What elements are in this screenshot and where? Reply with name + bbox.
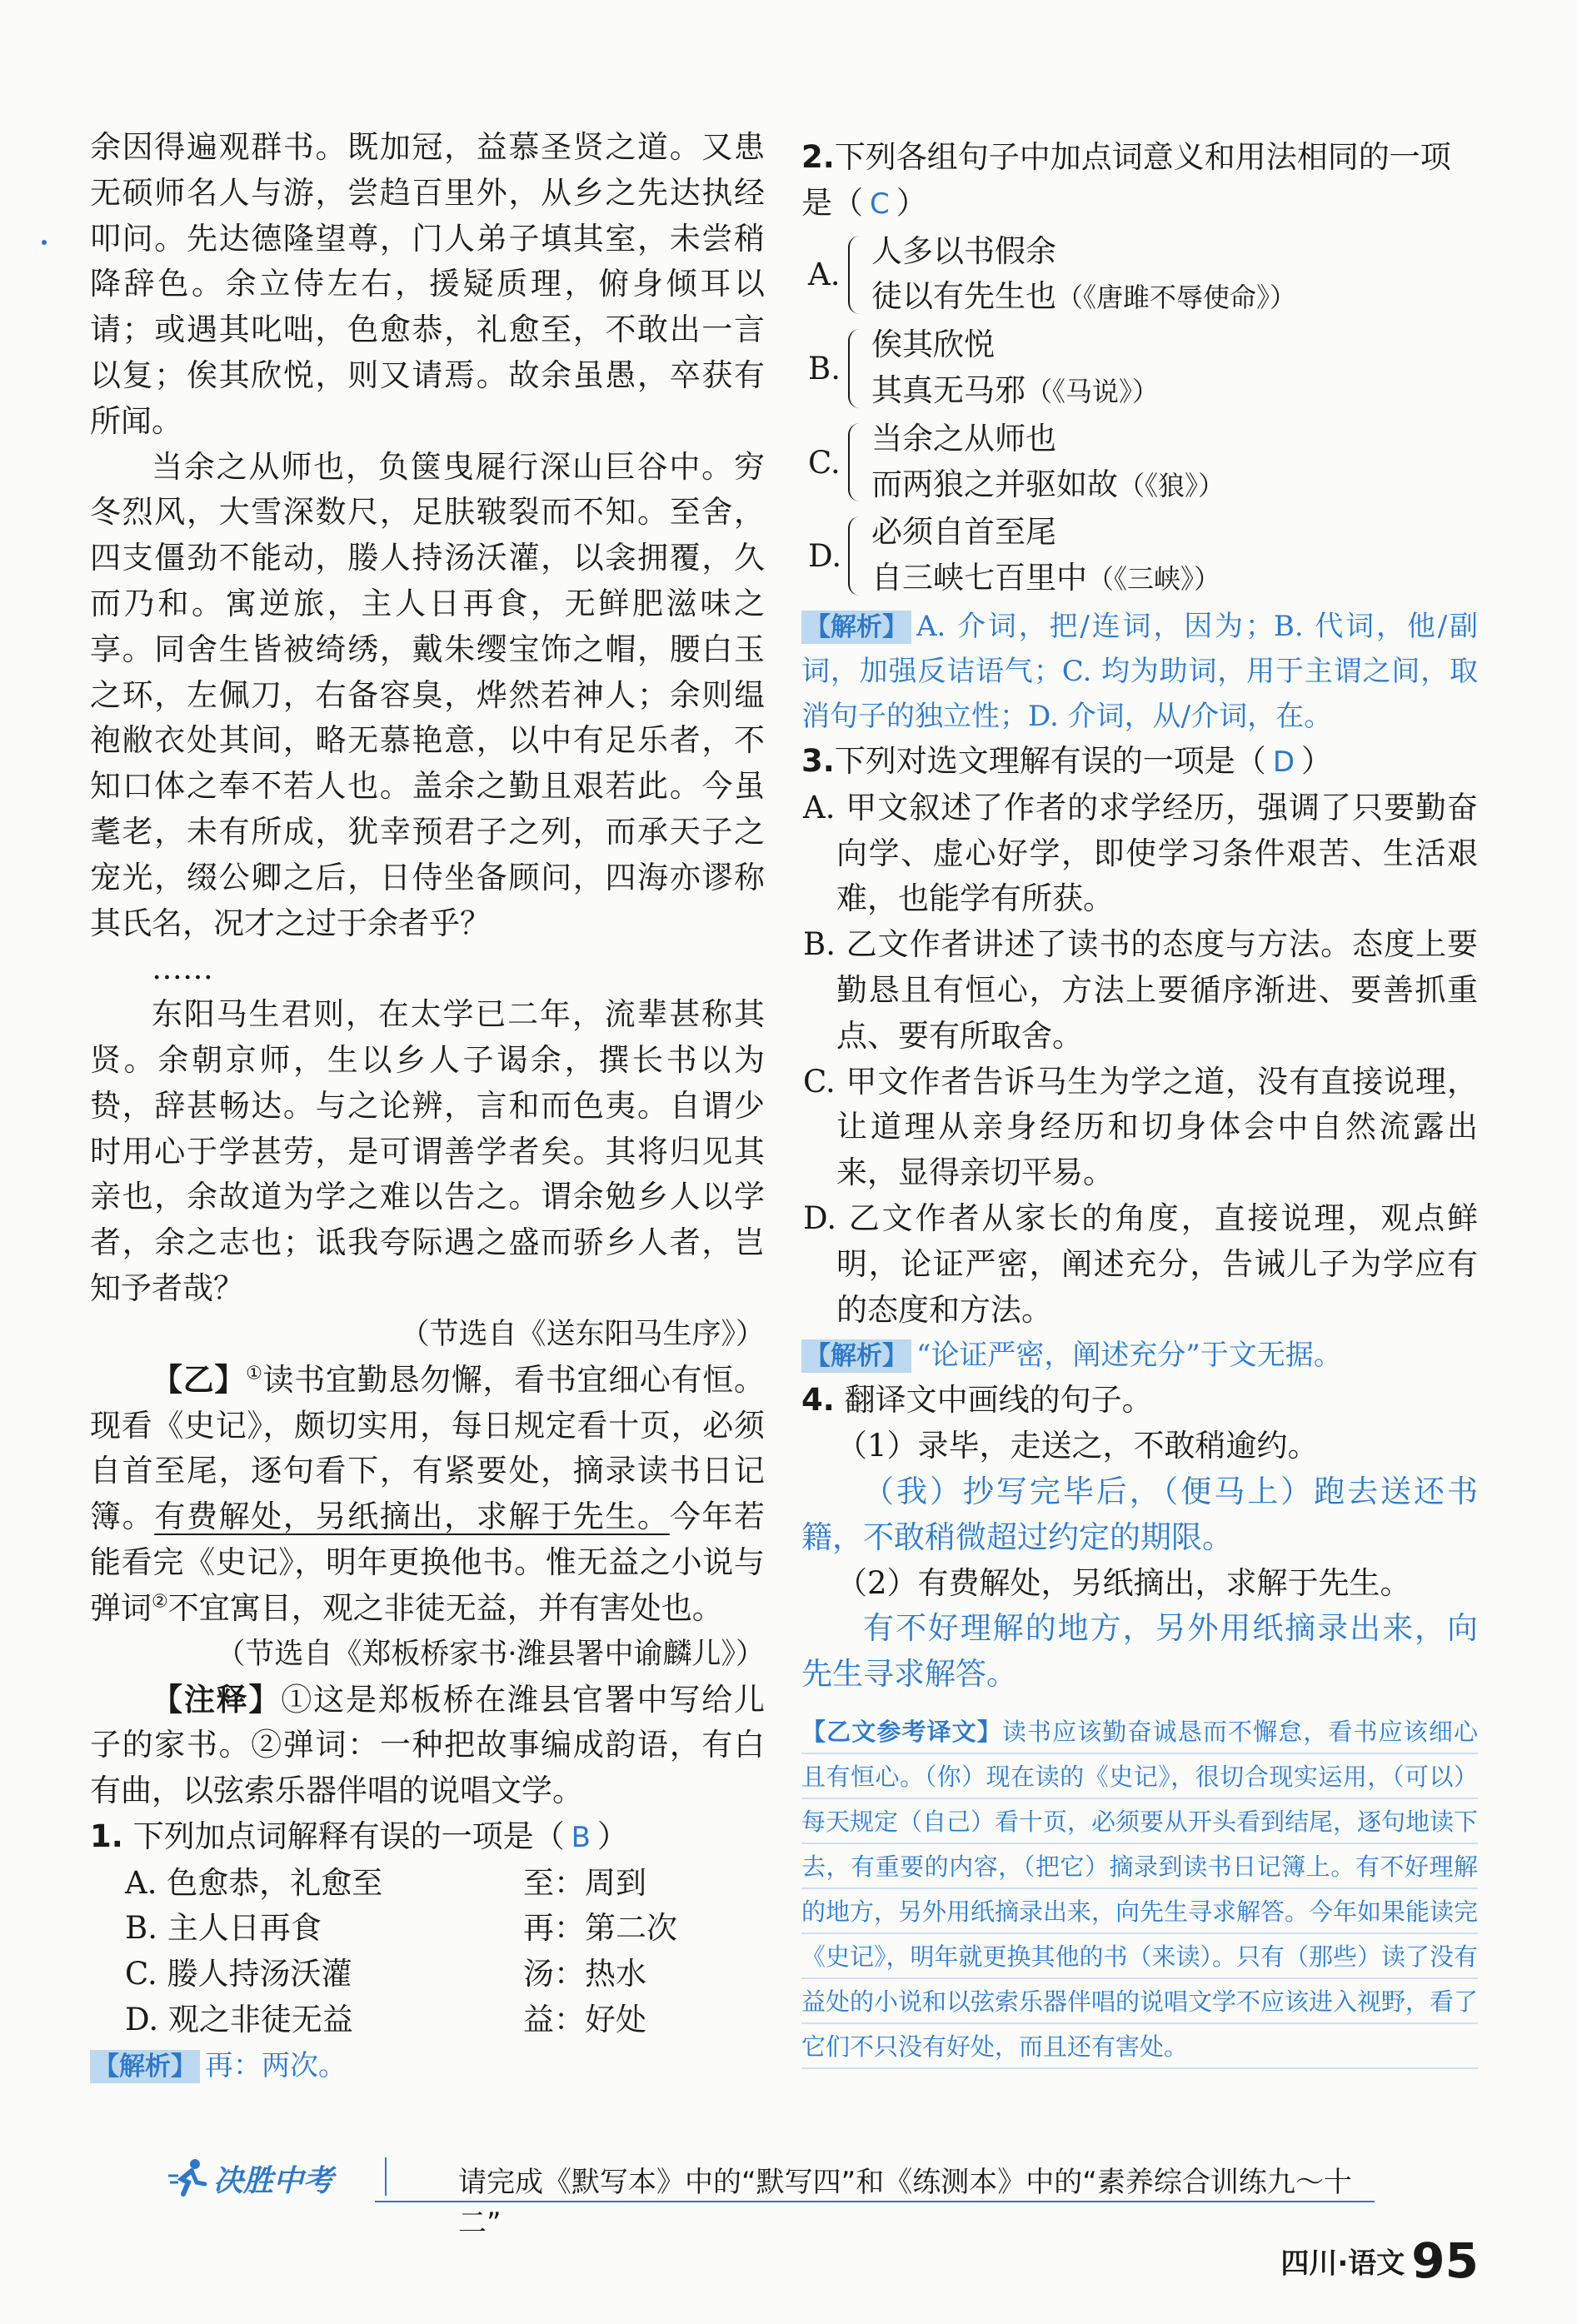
question-3-option-d: D. 乙文作者从家长的角度，直接说理，观点鲜明，论证严密，阐述充分，告诫儿子为学应有的态度和方法。 — [803, 1199, 1478, 1328]
question-1-option-b — [90, 1906, 765, 1952]
footnote-ref-2: ② — [152, 1591, 168, 1613]
footer-separator — [385, 2157, 387, 2196]
question-2-group-a — [801, 229, 1478, 322]
group-line-2: 自三峡七百里中 — [871, 560, 1087, 596]
question-1-option-d — [90, 1997, 765, 2043]
question-1-number: 1. — [90, 1818, 123, 1854]
brand-logo-text: 决胜中考 — [213, 2163, 334, 2198]
group-source: （《马说》） — [1026, 375, 1160, 407]
group-letter: A. — [808, 257, 841, 293]
question-4-stem: 翻译文中画线的句子。 — [844, 1382, 1153, 1419]
question-3-close: ） — [1301, 742, 1332, 779]
question-3 — [801, 739, 1478, 785]
left-column — [90, 125, 765, 2088]
group-line-2: 徒以有先生也 — [871, 278, 1056, 315]
passage-yi-text-2: 今年若能看完《史记》，明年更换他书。惟无益之小说与弹词 — [90, 1499, 766, 1626]
passage-yi — [90, 1357, 765, 1632]
margin-dot — [42, 240, 47, 245]
option-b-meaning: 再：第二次 — [523, 1910, 677, 1947]
reference-text: 读书应该勤奋诚恳而不懈怠，看书应该细心且有恒心。（你）现在读的《史记》，很切合现实运用，（可以）每天规定（自己）看十页，必须要从开头看到结尾，逐句地读下去，有重要的内容，（把它）摘录到读书日记簿上。有不好理解的地方，另外用纸摘录出来，向先生寻求解答。今年如果能读完《史记》，明年就更换其他的书（来读）。只有（那些）读了没有益处的小说和以弦索乐器伴唱的说唱文学不应该进入视野，看了它们不只没有好处，而且还有害处。 — [801, 1717, 1479, 2061]
question-4-answer-2: 有不好理解的地方，另外用纸摘录出来，向先生寻求解答。 — [801, 1610, 1478, 1693]
question-1-analysis — [90, 2043, 765, 2088]
question-4-sub-2: （2）有费解处，另纸摘出，求解于先生。 — [836, 1564, 1411, 1601]
question-1-option-c — [90, 1952, 765, 1997]
question-2-analysis — [801, 604, 1478, 739]
passage-jia-source: （节选自《送东阳马生序》） — [400, 1317, 765, 1351]
passage-jia-paragraph-2: 当余之从师也，负箧曳屣行深山巨谷中。穷冬烈风，大雪深数尺，足肤皲裂而不知。至舍，四支僵劲不能动，媵人持汤沃灌，以衾拥覆，久而乃和。寓逆旅，主人日再食，无鲜肥滋味之享。同舍生皆被绮绣，戴朱缨宝饰之帽，腰白玉之环，左佩刀，右备容臭，烨然若神人；余则缊袍敝衣处其间，略无慕艳意，以中有足乐者，不知口体之奉不若人也。盖余之勤且艰若此。今虽耄老，未有所成，犹幸预君子之列，而承天子之宠光，缀公卿之后，日侍坐备顾问，四海亦谬称其氏名，况才之过于余者乎？ — [90, 448, 765, 941]
group-line-1: 必须自首至尾 — [871, 514, 1056, 551]
brace-icon — [848, 329, 865, 408]
footer-underline — [375, 2201, 1375, 2202]
passage-jia-paragraph-3: 东阳马生君则，在太学已二年，流辈甚称其贤。余朝京师，生以乡人子谒余，撰长书以为贽，辞甚畅达。与之论辨，言和而色夷。自谓少时用心于学甚劳，是可谓善学者矣。其将归见其亲也，余故道为学之难以告之。谓余勉乡人以学者，余之志也；诋我夸际遇之盛而骄乡人者，岂知予者哉？ — [90, 996, 765, 1306]
group-letter: B. — [808, 350, 841, 387]
runner-icon — [167, 2157, 208, 2199]
notes-text: ①这是郑板桥在潍县官署中写给儿子的家书。②弹词：一种把故事编成韵语，有白有曲，以弦索乐器伴唱的说唱文学。 — [90, 1681, 766, 1809]
option-c-text: C. 媵人持汤沃灌 — [125, 1956, 352, 1992]
analysis-tag: 【解析】 — [801, 611, 911, 644]
question-2-answer: C — [870, 187, 890, 221]
question-4-answer-1: （我）抄写完毕后，（便马上）跑去送还书籍，不敢稍微超过约定的期限。 — [801, 1473, 1478, 1555]
option-a-meaning: 至：周到 — [523, 1864, 646, 1901]
question-3-stem: 下列对选文理解有误的一项是（ — [834, 742, 1266, 779]
question-3-option-a: A. 甲文叙述了作者的求学经历，强调了只要勤奋向学、虚心好学，即使学习条件艰苦、生活艰难，也能学有所获。 — [803, 789, 1478, 917]
notes-label: 【注释】 — [152, 1680, 282, 1718]
right-column — [801, 135, 1478, 2069]
option-c-meaning: 汤：热水 — [523, 1956, 646, 1992]
question-2-group-d — [801, 510, 1478, 602]
passage-yi-text-1: 读书宜勤恳勿懈，看书宜细心有恒。现看《史记》，颇切实用，每日规定看十页，必须自首至尾，逐句看下，有紧要处，摘录读书日记簿。 — [90, 1361, 766, 1535]
question-3-number: 3. — [801, 742, 835, 779]
option-d-text: D. 观之非徒无益 — [125, 2002, 353, 2038]
question-2 — [801, 135, 1478, 227]
brace-icon — [848, 516, 865, 596]
group-letter: D. — [808, 538, 842, 575]
brand-logo — [167, 2154, 392, 2202]
question-1-close: ） — [596, 1818, 628, 1854]
footer-banner — [167, 2149, 1383, 2240]
group-source: （《狼》） — [1118, 469, 1225, 501]
question-3-answer: D — [1272, 745, 1295, 779]
question-2-group-c — [801, 416, 1478, 509]
passage-jia-paragraph-1: 余因得遍观群书。既加冠，益慕圣贤之道。又患无硕师名人与游，尝趋百里外，从乡之先达执经叩问。先达德隆望尊，门人弟子填其室，未尝稍降辞色。余立侍左右，援疑质理，俯身倾耳以请；或遇其叱咄，色愈恭，礼愈至，不敢出一言以复；俟其欣悦，则又请焉。故余虽愚，卒获有所闻。 — [90, 129, 765, 439]
reference-translation — [801, 1709, 1478, 2069]
question-1-answer: B — [571, 1820, 591, 1854]
group-letter: C. — [808, 444, 841, 481]
passage-yi-source: （节选自《郑板桥家书·潍县署中谕麟儿》） — [216, 1637, 765, 1671]
brace-icon — [848, 423, 865, 502]
page-number: 95 — [1411, 2232, 1479, 2289]
footnote-ref-1: ① — [246, 1363, 263, 1384]
question-1-stem: 下列加点词解释有误的一项是（ — [132, 1818, 565, 1854]
question-3-analysis — [801, 1333, 1478, 1378]
province-subject: 四川·语文 — [1280, 2247, 1405, 2281]
underlined-sentence: 有费解处，另纸摘出，求解于先生。 — [154, 1499, 670, 1535]
analysis-text: A. 介词，把/连词，因为；B. 代词，他/副词，加强反诘语气；C. 均为助词，用于主谓之间，取消句子的独立性；D. 介词，从/介词，在。 — [801, 609, 1478, 733]
group-source: （《唐雎不辱使命》） — [1056, 282, 1297, 314]
passage-ellipsis: …… — [152, 950, 213, 987]
group-line-2: 而两狼之并驱如故 — [871, 466, 1118, 502]
brace-icon — [848, 236, 865, 315]
question-1-option-a — [90, 1861, 765, 1907]
analysis-tag: 【解析】 — [801, 1339, 911, 1373]
option-d-meaning: 益：好处 — [523, 2002, 646, 2038]
option-b-text: B. 主人日再食 — [125, 1910, 322, 1947]
group-line-1: 当余之从师也 — [871, 420, 1056, 456]
group-line-1: 俟其欣悦 — [871, 327, 995, 363]
group-source: （《三峡》） — [1087, 563, 1221, 596]
passage-yi-label: 【乙】 — [152, 1360, 247, 1398]
notes — [90, 1677, 765, 1814]
question-3-option-c: C. 甲文作者告诉马生为学之道，没有直接说理，让道理从亲身经历和切身体会中自然流露出来，显得亲切平易。 — [803, 1063, 1478, 1191]
question-4 — [801, 1378, 1478, 1424]
analysis-text: 再：两次。 — [205, 2048, 347, 2082]
reference-tag: 【乙文参考译文】 — [801, 1717, 1002, 1746]
question-2-close: ） — [896, 184, 927, 221]
question-3-option-b: B. 乙文作者讲述了读书的态度与方法。态度上要勤恳且有恒心，方法上要循序渐进、要善抓重点、要有所取舍。 — [803, 926, 1478, 1054]
question-4-sub-1: （1）录毕，走送之，不敢稍逾约。 — [836, 1428, 1319, 1464]
option-a-text: A. 色愈恭，礼愈至 — [125, 1864, 383, 1901]
analysis-tag: 【解析】 — [90, 2050, 200, 2083]
question-4-number: 4. — [801, 1382, 835, 1419]
analysis-text: “论证严密，阐述充分”于文无据。 — [916, 1339, 1342, 1373]
group-line-2: 其真无马邪 — [871, 372, 1026, 408]
question-1 — [90, 1814, 765, 1861]
question-2-number: 2. — [801, 139, 835, 175]
page-info — [1280, 2232, 1479, 2289]
question-2-group-b — [801, 322, 1478, 415]
passage-yi-text-3: 不宜寓目，观之非徒无益，并有害处也。 — [167, 1589, 723, 1626]
footer-instruction: 请完成《默写本》中的“默写四”和《练测本》中的“素养综合训练九～十二” — [458, 2166, 1352, 2240]
question-2-stem: 下列各组句子中加点词意义和用法相同的一项是（ — [801, 139, 1451, 221]
group-line-1: 人多以书假余 — [871, 232, 1056, 269]
